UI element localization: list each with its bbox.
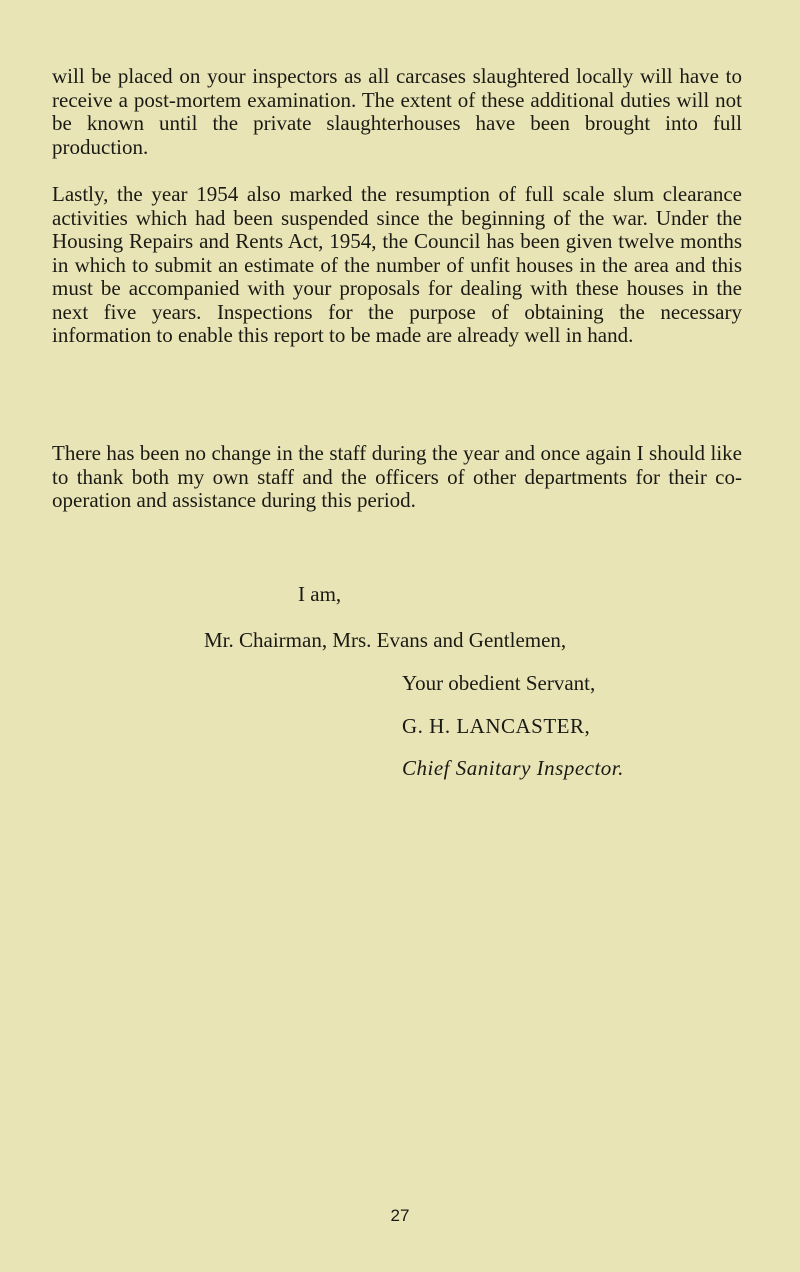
page-number: 27 xyxy=(390,1206,410,1225)
body-paragraph-2: Lastly, the year 1954 also marked the resumption of full scale slum clearance activities which had been suspended since the beginning of the war. Under the Housing Repairs and Rents Act, 1954, the Council has been given twelve months in which to submit an estimate of the number of unfit houses in the area and this must be accompanied with your proposals for dealing with these houses in the next five years. Inspections for the purpose of obtaining the necessary information to enable this report to be made are already well in hand. xyxy=(52,182,742,347)
closing-i-am: I am, xyxy=(298,582,342,606)
signatory-name: G. H. LANCASTER, xyxy=(402,714,591,738)
body-paragraph-3: There has been no change in the staff during the year and once again I should like to thank both my own staff and the officers of other departments for their co-operation and assistance during this period. xyxy=(52,441,742,512)
closing-salutation: Mr. Chairman, Mrs. Evans and Gentlemen, xyxy=(204,628,567,652)
closing-valediction: Your obedient Servant, xyxy=(402,671,596,695)
body-paragraph-1: will be placed on your inspectors as all carcases slaughtered locally will have to receive a post-mortem examination. The extent of these additional duties will not be known until the private slaughterhouses have been brought into full production. xyxy=(52,64,742,159)
signatory-title: Chief Sanitary Inspector. xyxy=(402,756,624,780)
